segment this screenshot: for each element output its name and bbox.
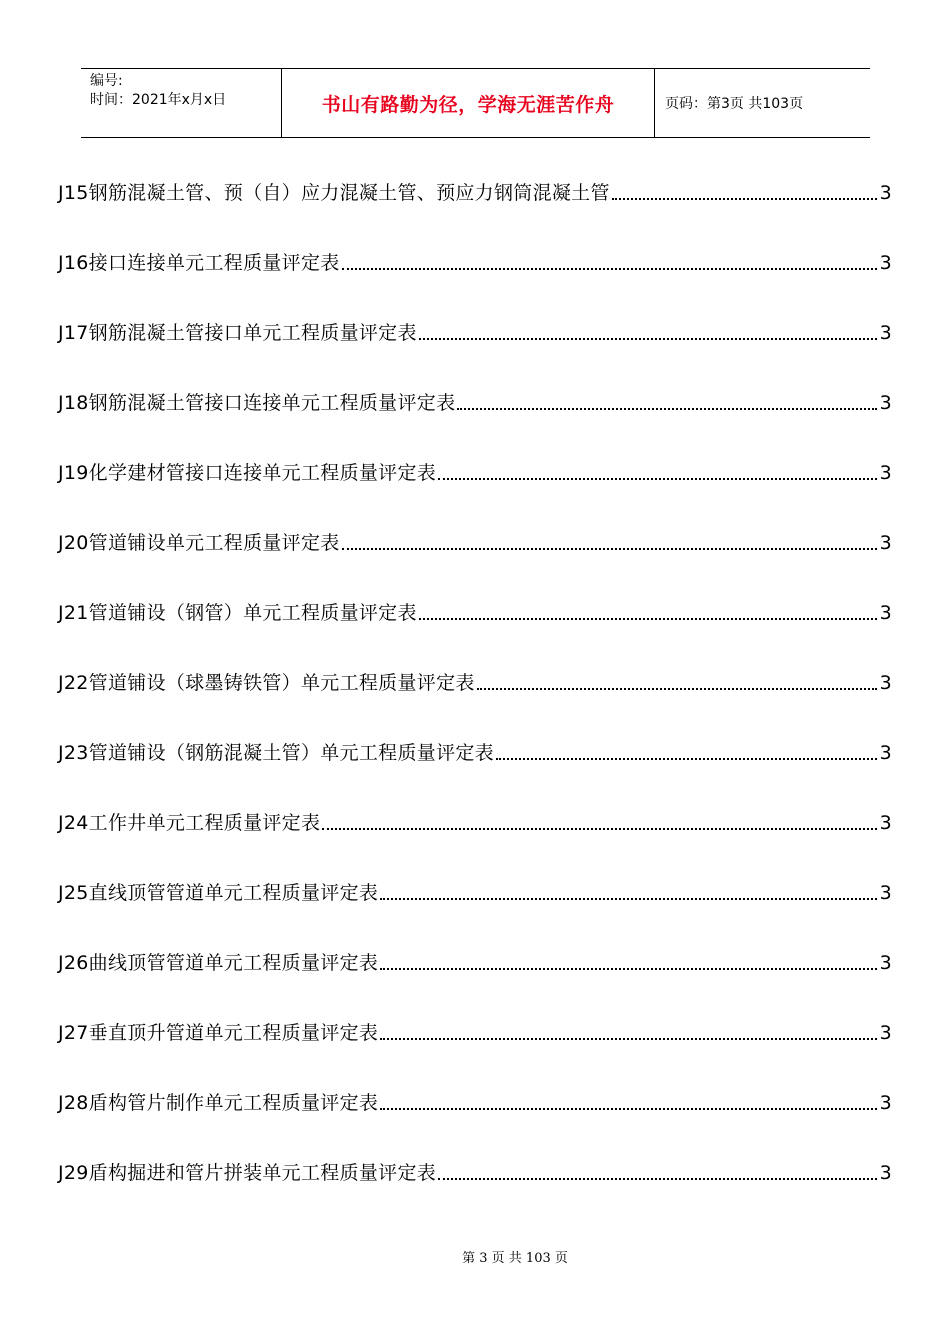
footer-page-number: 第 3 页 共 103 页 [462, 1251, 568, 1266]
page-header [81, 68, 870, 138]
toc-entry[interactable] [58, 1158, 892, 1188]
toc-entry[interactable] [58, 1088, 892, 1118]
toc-entry[interactable] [58, 248, 892, 278]
toc-leader-dots [342, 547, 877, 550]
toc-entry-page: 3 [879, 532, 892, 554]
toc-entry[interactable] [58, 948, 892, 978]
page-footer [0, 1247, 950, 1266]
toc-leader-dots [380, 897, 876, 900]
toc-leader-dots [380, 1037, 876, 1040]
toc-entry-page: 3 [879, 1162, 892, 1184]
toc-entry-title: J25直线顶管管道单元工程质量评定表 [58, 882, 379, 904]
doc-code-label: 编号: [90, 73, 123, 89]
toc-leader-dots [612, 197, 877, 200]
toc-leader-dots [380, 1107, 876, 1110]
toc-entry[interactable] [58, 388, 892, 418]
toc-entry-title: J20管道铺设单元工程质量评定表 [58, 532, 340, 554]
doc-time-label: 时间：2021年x月x日 [90, 92, 227, 108]
toc-entry-page: 3 [879, 812, 892, 834]
toc-entry-page: 3 [879, 392, 892, 414]
toc-leader-dots [342, 267, 877, 270]
toc-entry-title: J24工作井单元工程质量评定表 [58, 812, 321, 834]
toc-leader-dots [438, 1177, 877, 1180]
toc-leader-dots [457, 407, 876, 410]
header-motto: 书山有路勤为径，学海无涯苦作舟 [282, 69, 655, 137]
toc-entry-page: 3 [879, 882, 892, 904]
toc-entry-title: J23管道铺设（钢筋混凝土管）单元工程质量评定表 [58, 742, 494, 764]
toc-entry-title: J18钢筋混凝土管接口连接单元工程质量评定表 [58, 392, 456, 414]
toc-entry[interactable] [58, 808, 892, 838]
toc-entry[interactable] [58, 1018, 892, 1048]
toc-entry-title: J27垂直顶升管道单元工程质量评定表 [58, 1022, 379, 1044]
toc-entry-title: J22管道铺设（球墨铸铁管）单元工程质量评定表 [58, 672, 475, 694]
toc-entry-page: 3 [879, 462, 892, 484]
toc-entry[interactable] [58, 878, 892, 908]
toc-leader-dots [419, 617, 877, 620]
toc-entry[interactable] [58, 528, 892, 558]
toc-leader-dots [438, 477, 877, 480]
toc-entry-title: J29盾构掘进和管片拼装单元工程质量评定表 [58, 1162, 437, 1184]
toc-entry-page: 3 [879, 672, 892, 694]
toc-entry-title: J17钢筋混凝土管接口单元工程质量评定表 [58, 322, 417, 344]
toc-entry-page: 3 [879, 322, 892, 344]
toc-entry-title: J21管道铺设（钢管）单元工程质量评定表 [58, 602, 417, 624]
toc-entry[interactable] [58, 318, 892, 348]
toc-leader-dots [496, 757, 877, 760]
toc-entry-page: 3 [879, 952, 892, 974]
toc-entry-title: J16接口连接单元工程质量评定表 [58, 252, 340, 274]
toc-entry[interactable] [58, 738, 892, 768]
toc-entry-page: 3 [879, 1092, 892, 1114]
header-page-info: 页码：第3页 共103页 [665, 96, 804, 112]
toc-leader-dots [322, 827, 876, 830]
toc-entry-page: 3 [879, 1022, 892, 1044]
toc-entry[interactable] [58, 178, 892, 208]
toc-entry-page: 3 [879, 252, 892, 274]
toc-leader-dots [419, 337, 877, 340]
toc-entry-title: J28盾构管片制作单元工程质量评定表 [58, 1092, 379, 1114]
toc-entry-title: J19化学建材管接口连接单元工程质量评定表 [58, 462, 437, 484]
toc-leader-dots [477, 687, 877, 690]
toc-entry-page: 3 [879, 182, 892, 204]
toc-entry-title: J26曲线顶管管道单元工程质量评定表 [58, 952, 379, 974]
toc-entry[interactable] [58, 598, 892, 628]
toc-entry[interactable] [58, 668, 892, 698]
toc-entry-page: 3 [879, 602, 892, 624]
toc-entry[interactable] [58, 458, 892, 488]
toc-leader-dots [380, 967, 876, 970]
toc-entry-title: J15钢筋混凝土管、预（自）应力混凝土管、预应力钢筒混凝土管 [58, 182, 610, 204]
header-meta [81, 69, 282, 137]
toc-entry-page: 3 [879, 742, 892, 764]
